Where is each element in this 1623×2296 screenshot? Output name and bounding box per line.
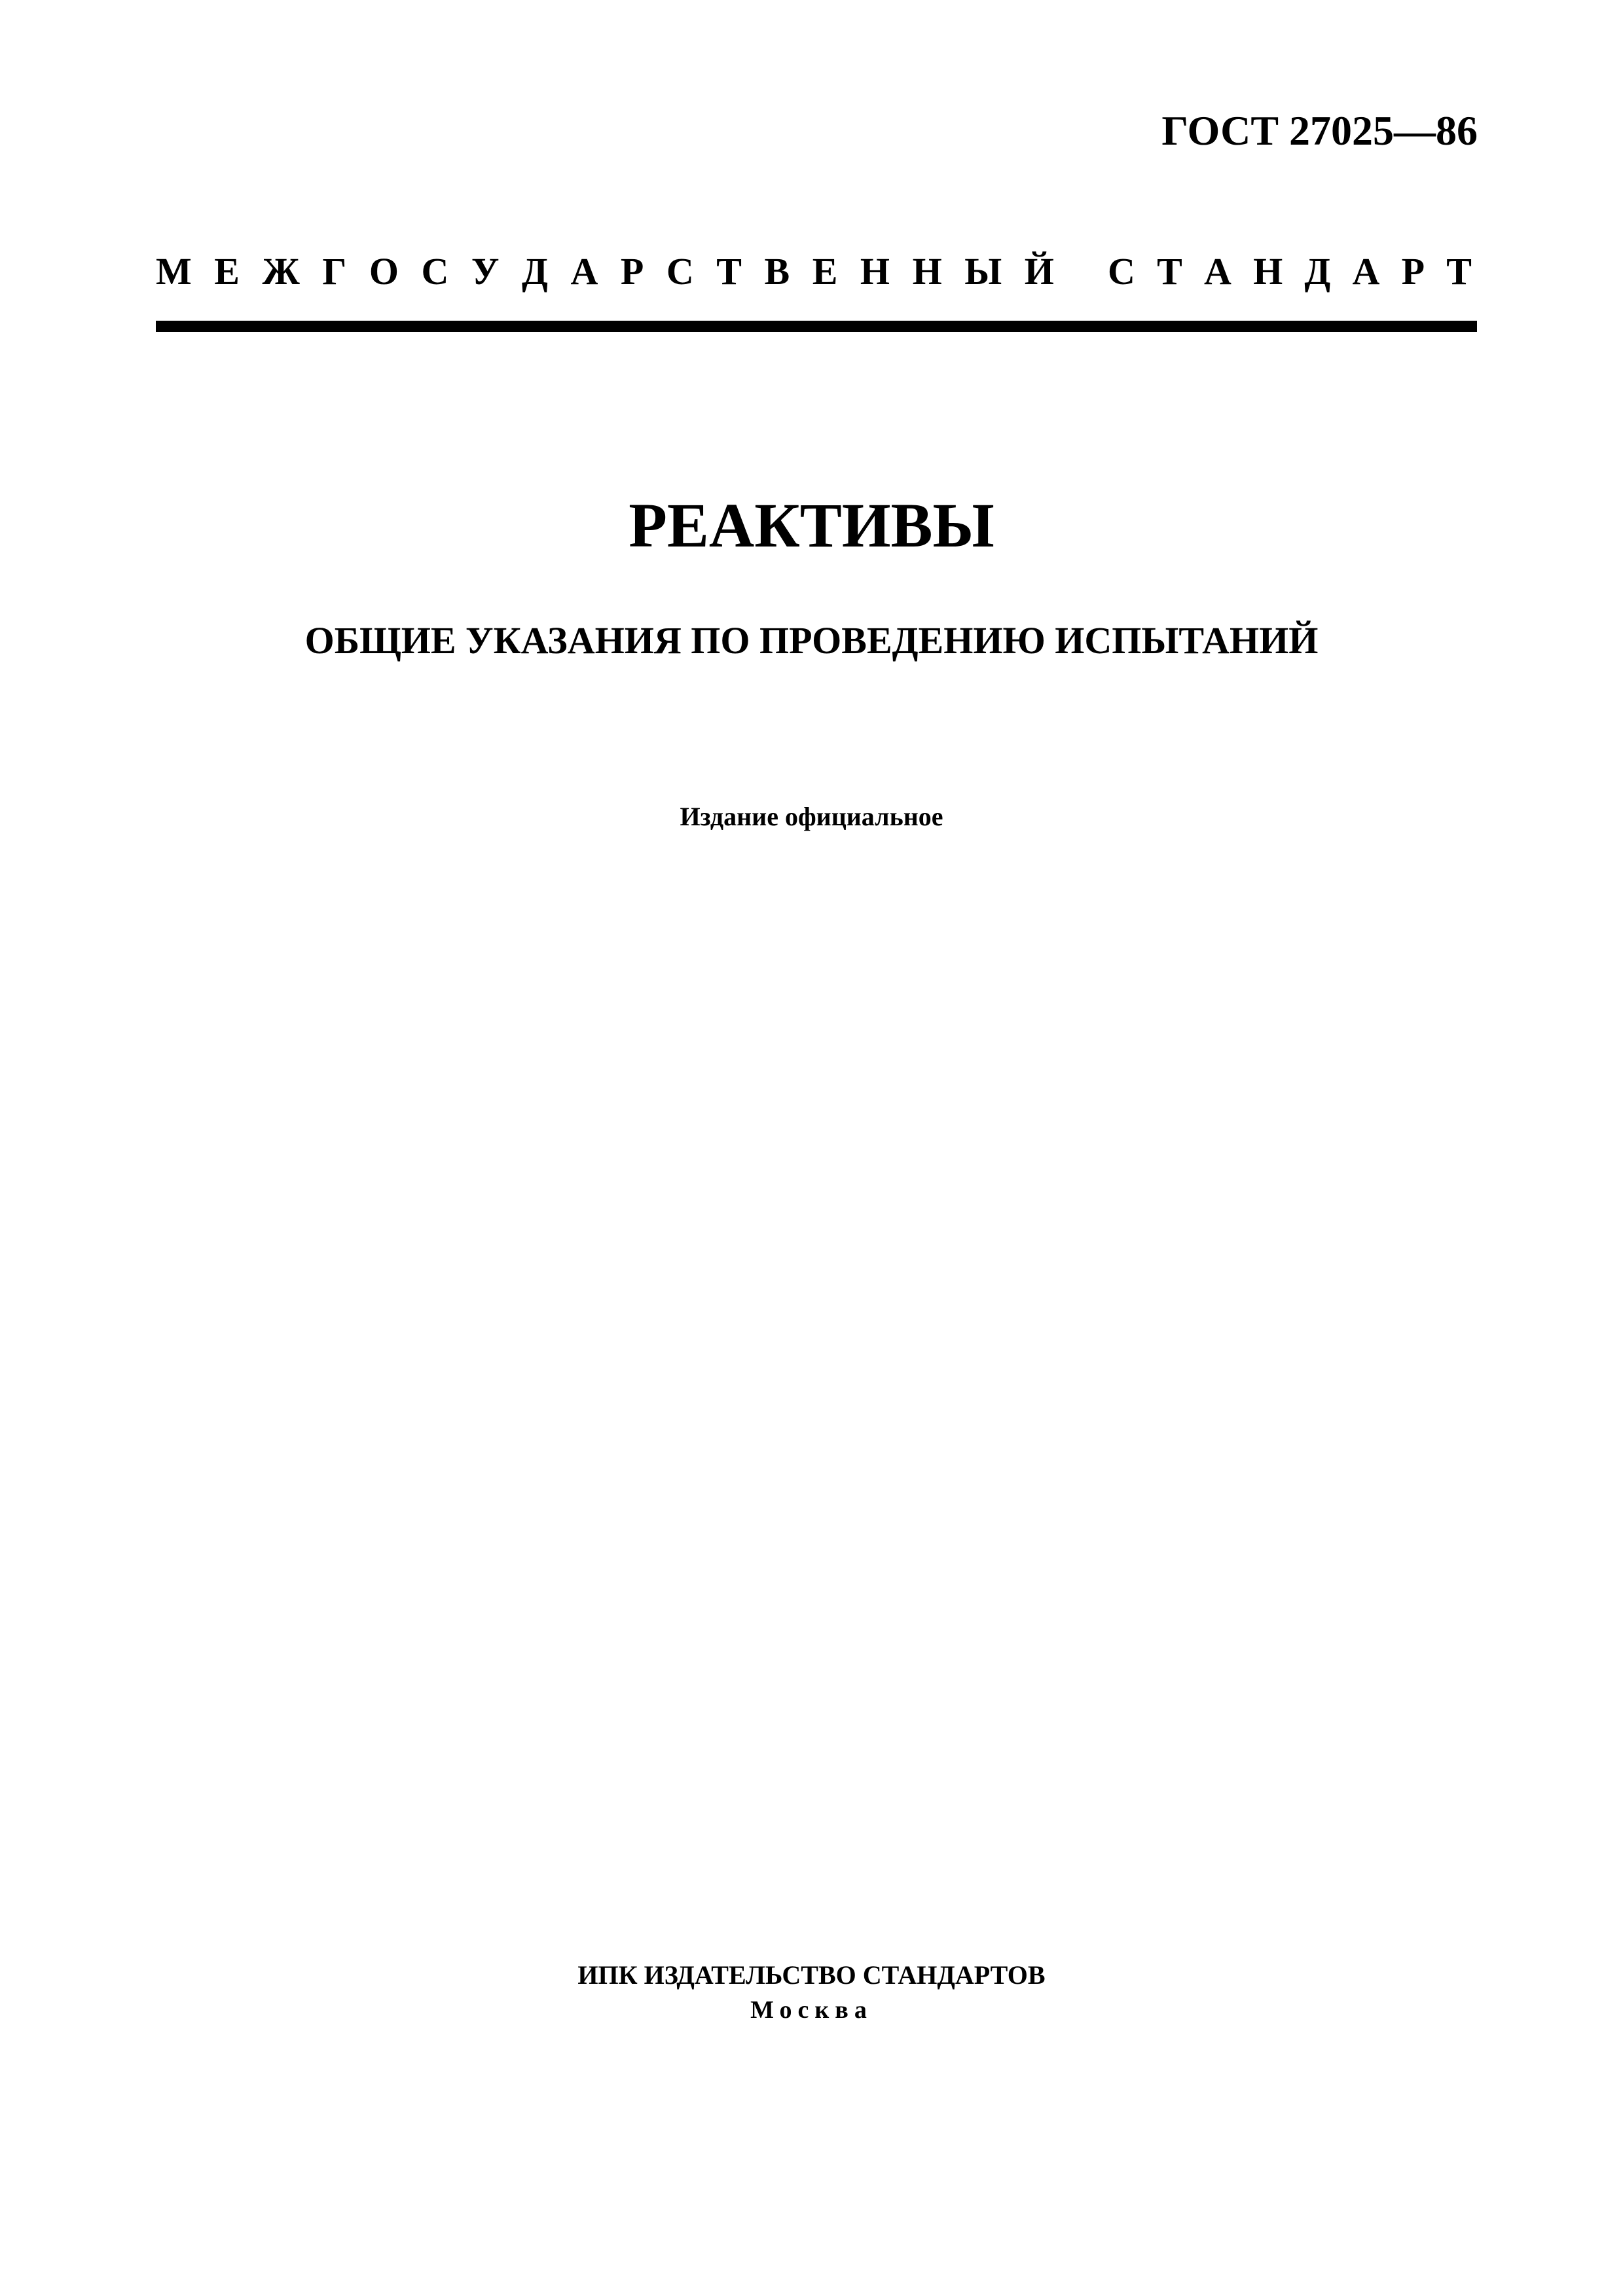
series-letter: А	[1352, 250, 1380, 293]
series-letter: Н	[1253, 250, 1283, 293]
series-letter: Т	[716, 250, 742, 293]
series-letter: Д	[1304, 250, 1331, 293]
publisher-name: ИПК ИЗДАТЕЛЬСТВО СТАНДАРТОВ	[577, 1960, 1046, 1990]
series-letter: Е	[214, 250, 240, 293]
series-letter: Н	[860, 250, 890, 293]
document-subtitle: ОБЩИЕ УКАЗАНИЯ ПО ПРОВЕДЕНИЮ ИСПЫТАНИЙ	[304, 619, 1319, 662]
series-letter: А	[1203, 250, 1231, 293]
publisher-city: Москва	[750, 1996, 873, 2024]
document-title: РЕАКТИВЫ	[629, 490, 994, 560]
series-letter: В	[764, 250, 790, 293]
series-letter: Р	[620, 250, 644, 293]
series-letter: Т	[1157, 250, 1182, 293]
series-letter: С	[1108, 250, 1135, 293]
series-letter: Д	[522, 250, 548, 293]
series-heading	[156, 250, 1472, 293]
series-letter: Й	[1024, 250, 1054, 293]
series-letter: Г	[322, 250, 347, 293]
edition-note: Издание официальное	[680, 802, 943, 831]
series-letter: Р	[1401, 250, 1425, 293]
series-letter: У	[471, 250, 500, 293]
header-rule	[156, 321, 1477, 332]
series-letter: С	[666, 250, 694, 293]
series-word-standard	[1108, 250, 1472, 293]
series-letter: Ы	[964, 250, 1002, 293]
series-letter: Е	[812, 250, 838, 293]
series-letter: Ж	[262, 250, 300, 293]
series-letter: А	[570, 250, 598, 293]
series-letter: С	[421, 250, 449, 293]
series-letter: Н	[912, 250, 942, 293]
series-letter: М	[156, 250, 192, 293]
series-word-interstate	[156, 250, 1054, 293]
document-code: ГОСТ 27025—86	[1161, 107, 1478, 154]
series-letter: О	[369, 250, 399, 293]
series-letter: Т	[1446, 250, 1472, 293]
